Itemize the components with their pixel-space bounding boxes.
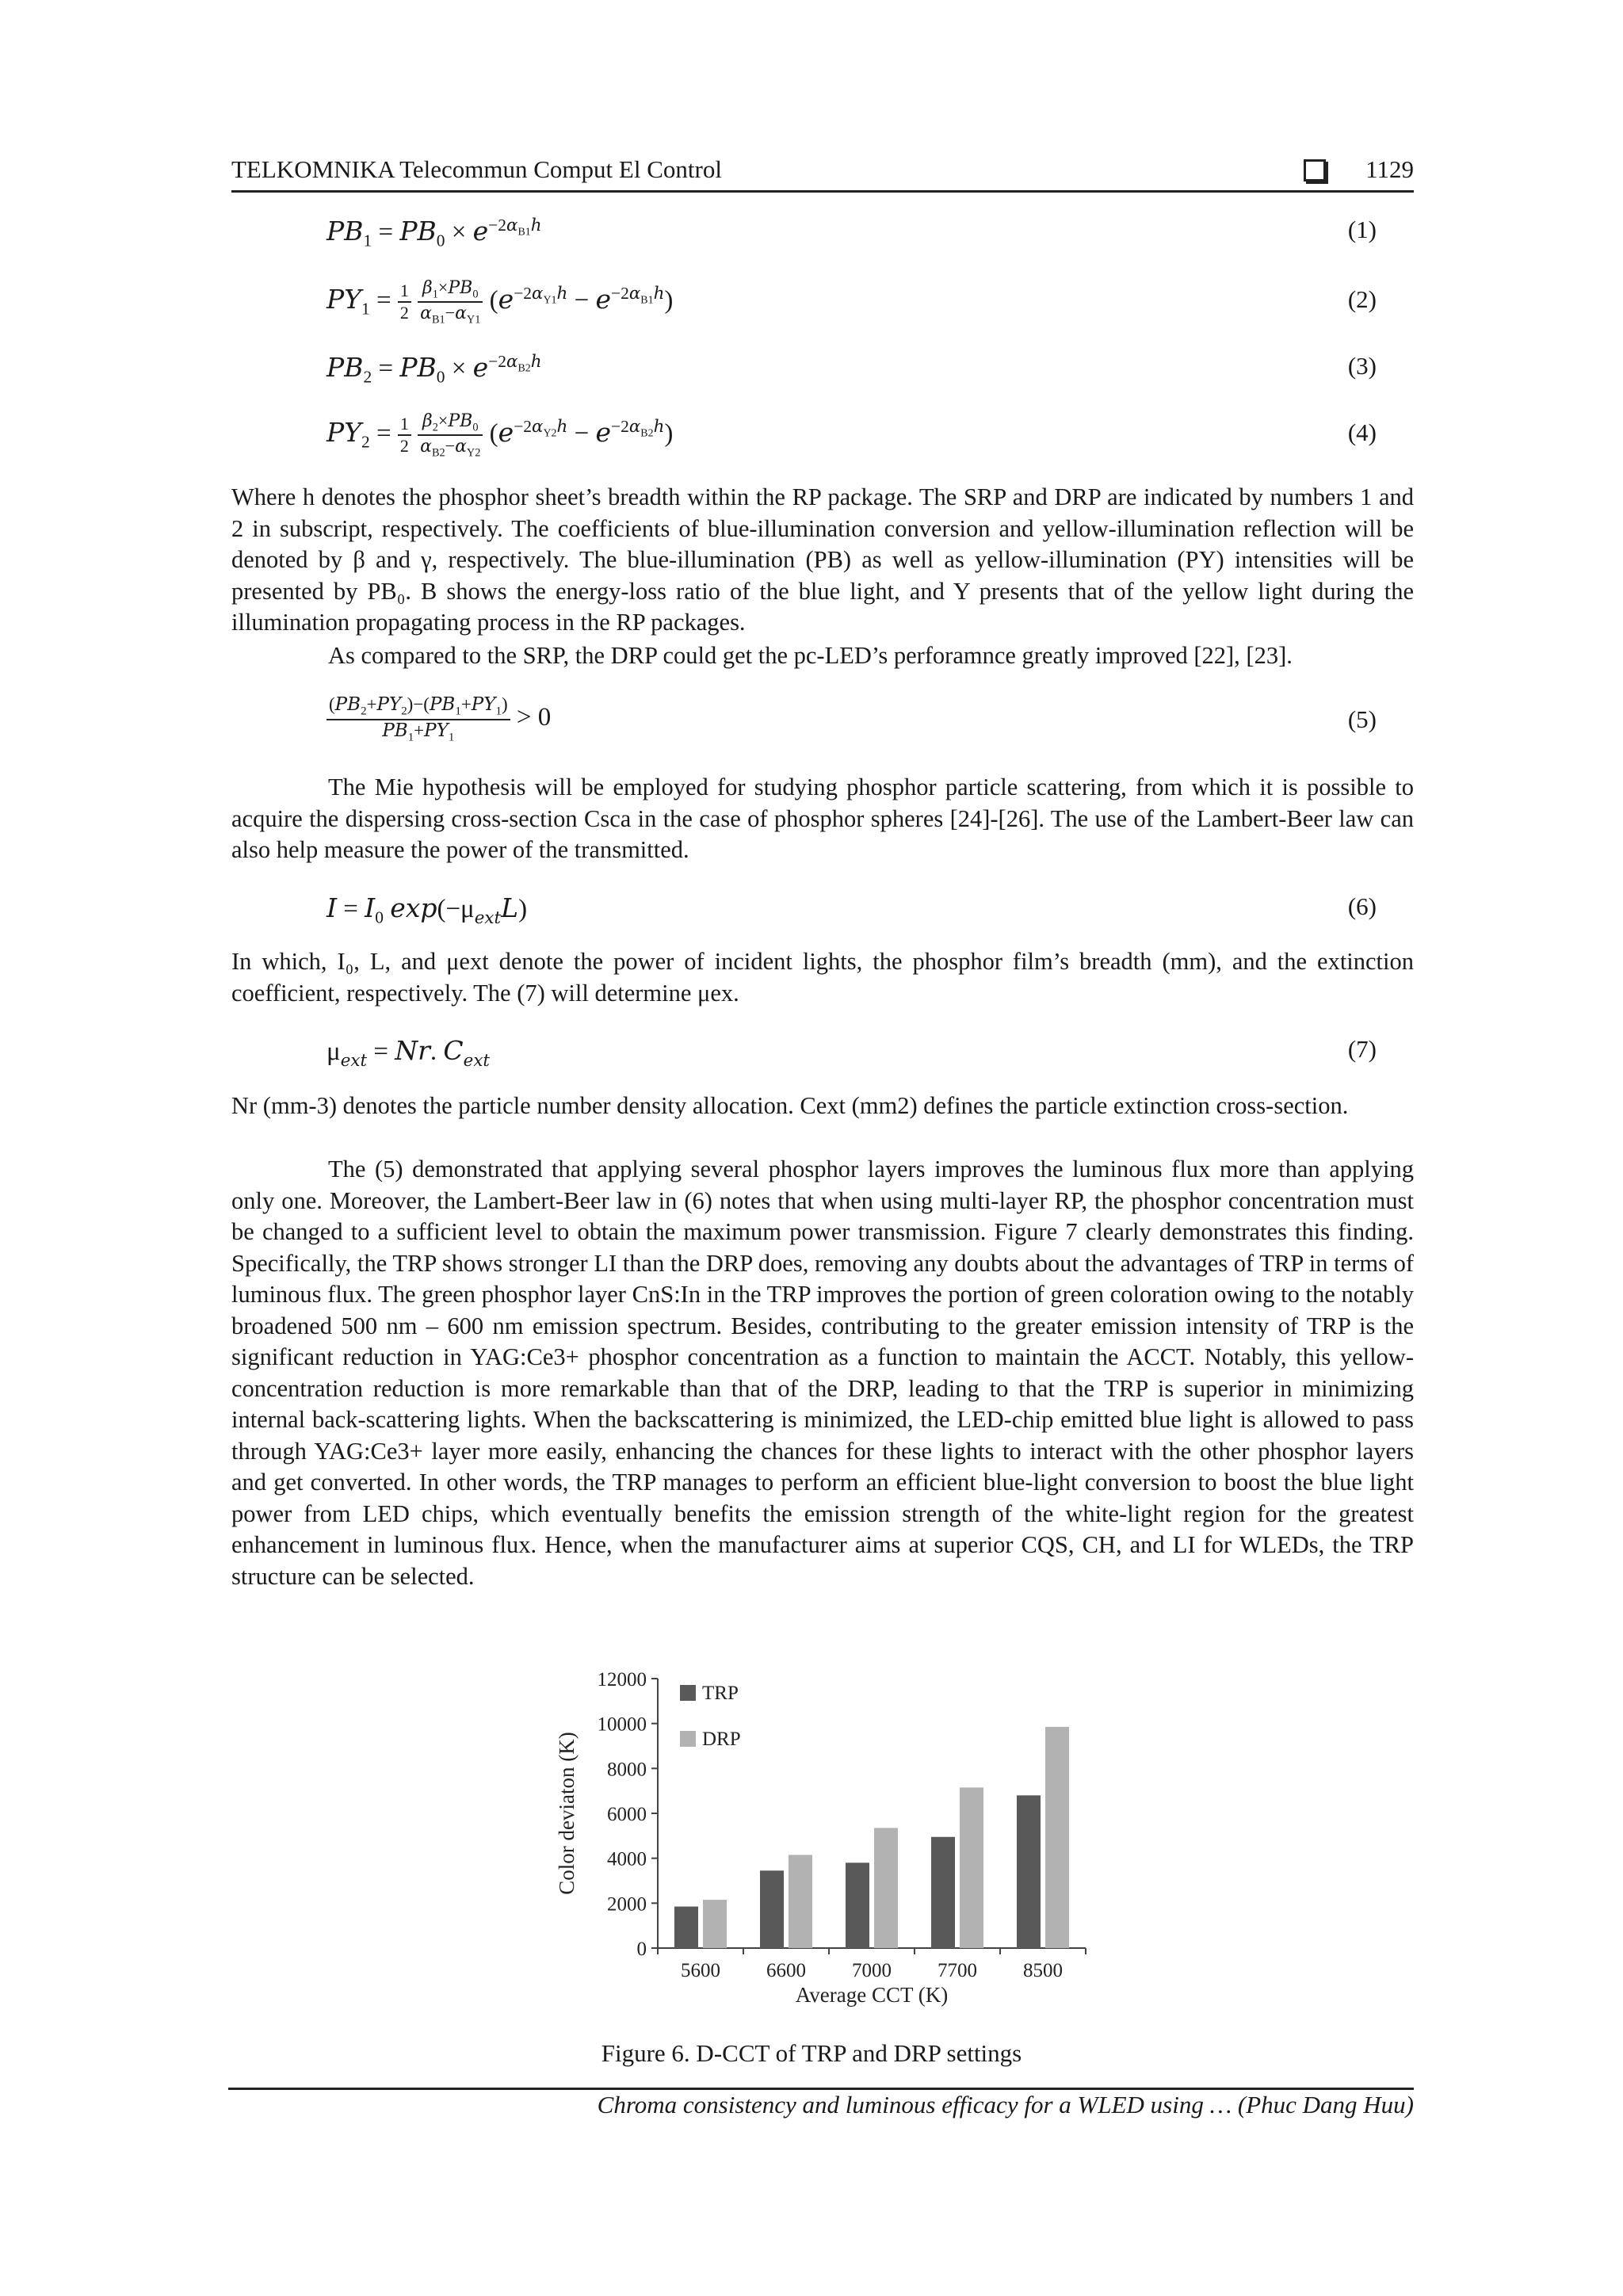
x-tick-label: 5600 xyxy=(681,1960,720,1981)
page-footer: Chroma consistency and luminous efficacy for a WLED using … (Phuc Dang Huu) xyxy=(597,2091,1414,2118)
x-tick-label: 7700 xyxy=(938,1960,977,1981)
legend-swatch-trp xyxy=(680,1685,696,1701)
equation-number: (4) xyxy=(1347,418,1377,446)
y-tick-label: 10000 xyxy=(597,1713,647,1736)
x-tick-label: 7000 xyxy=(852,1960,892,1981)
x-tick-label: 8500 xyxy=(1023,1960,1063,1981)
equation-number: (7) xyxy=(1347,1035,1377,1063)
y-tick-label: 12000 xyxy=(597,1669,647,1690)
equation-number: (3) xyxy=(1347,352,1377,380)
paragraph-3: The Mie hypothesis will be employed for studying phosphor particle scattering, from which it is possible to acquire the dispersing cross-section Csca in the case of phosphor spheres [24]-[26]. The use of the Lambert-Beer law can also help measure the power of the transmitted. xyxy=(231,774,1414,863)
equation-7: $\mu_{ext} = Nr$. $C_{ext}$ (7) xyxy=(327,1035,1377,1071)
paragraph-6: The (5) demonstrated that applying several phosphor layers improves the luminous flux more than applying only one. Moreover, the Lambert-Beer law in (6) notes that when using multi-layer RP, the phosphor concentration must be changed to a sufficient level to obtain the maximum power transmission. Figure 7 clearly demonstrates this finding. Specifically, the TRP shows stronger LI than the DRP does, removing any doubts about the advantages of TRP in terms of luminous flux. The green phosphor layer CnS:In in the TRP improves the portion of green coloration owing to the notably broadened 500 nm – 600 nm emission spectrum. Besides, contributing to the greater emission intensity of TRP is the significant reduction in YAG:Ce3+ phosphor concentration as a function to maintain the ACCT. Notably, this yellow-concentration reduction is more remarkable than that of the DRP, leading to that the TRP is superior in minimizing internal back-scattering lights. When the backscattering is minimized, the LED-chip emitted blue light is allowed to pass through YAG:Ce3+ layer more easily, enhancing the chances for these lights to interact with the other phosphor layers and get converted. In other words, the TRP manages to perform an efficient blue-light conversion to boost the blue light power from LED chips, which eventually benefits the emission strength of the white-light region for the greatest enhancement in luminous flux. Hence, when the manufacturer aims at superior CQS, CH, and LI for WLEDs, the TRP structure can be selected. xyxy=(231,1156,1414,1590)
equation-5: $\frac{(PB_2+PY_2)-(PB_1+PY_1)}{PB_1+PY_1}$ > 0 (5) xyxy=(327,694,1377,744)
equation-6: $I = I_0$ $\exp(-\mu_{ext}L)$ (6) xyxy=(327,892,1377,928)
equation-4: $PY_2$ = $\frac{1}{2}$ $\frac{\beta_2\times PB_0}{\alpha_{B2}-\alpha_{Y2}}$ $(e^{-2\alpha_{Y2}h} - e^{-2\alpha_{B2}h})$ (4) xyxy=(327,411,1377,460)
color-deviation-bar-chart xyxy=(547,1664,1117,2013)
bar-trp-6600 xyxy=(760,1870,784,1948)
bar-trp-8500 xyxy=(1017,1795,1041,1948)
bar-drp-7000 xyxy=(874,1828,898,1948)
equation-number: (1) xyxy=(1347,216,1377,243)
legend-label-drp: DRP xyxy=(702,1729,741,1750)
page-number: 1129 xyxy=(1365,155,1414,183)
x-tick-label: 6600 xyxy=(766,1960,806,1981)
equation-2: $PY_1$ = $\frac{1}{2}$ $\frac{\beta_1\times PB_0}{\alpha_{B1}-\alpha_{Y1}}$ $(e^{-2\alpha_{Y1}h} - e^{-2\alpha_{B1}h})$ (2) xyxy=(327,277,1377,327)
equation-1: $PB_1 = PB_0 \times e^{-2\alpha_{B1}h}$ (1) xyxy=(327,216,1377,250)
y-tick-label: 6000 xyxy=(607,1804,647,1825)
legend-swatch-drp xyxy=(680,1731,696,1747)
paragraph-1: Where h denotes the phosphor sheet’s breadth within the RP package. The SRP and DRP are indicated by numbers 1 and 2 in subscript, respectively. The coefficients of blue-illumination conversion and yellow-illumination reflection will be denoted by β and γ, respectively. The blue-illumination (PB) as well as yellow-illumination (PY) intensities will be presented by PB₀. B shows the energy-loss ratio of the blue light, and Y presents that of the yellow light during the illumination propagating process in the RP packages. xyxy=(231,483,1414,636)
bar-drp-5600 xyxy=(703,1900,727,1948)
footer-divider xyxy=(228,2088,1414,2090)
paragraph-5: Nr (mm-3) denotes the particle number density allocation. Cext (mm2) defines the particle extinction cross-section. xyxy=(231,1092,1349,1119)
paragraph-2: As compared to the SRP, the DRP could get the pc-LED’s perforamnce greatly improved [22], [23]. xyxy=(328,642,1293,669)
bar-trp-7700 xyxy=(931,1837,955,1948)
bar-trp-5600 xyxy=(674,1907,698,1948)
equation-number: (5) xyxy=(1347,705,1377,733)
bar-trp-7000 xyxy=(846,1862,869,1948)
bar-drp-8500 xyxy=(1045,1727,1069,1948)
equation-number: (2) xyxy=(1347,285,1377,313)
journal-title: TELKOMNIKA Telecommun Comput El Control xyxy=(231,155,722,183)
checkbox-square-icon xyxy=(1304,159,1326,181)
bar-drp-6600 xyxy=(789,1855,812,1948)
y-tick-label: 4000 xyxy=(607,1848,647,1870)
y-axis-label: Color deviaton (K) xyxy=(555,1732,579,1895)
x-axis-label: Average CCT (K) xyxy=(795,1983,949,2007)
y-tick-label: 8000 xyxy=(607,1759,647,1781)
page-header xyxy=(231,155,1414,193)
bar-drp-7700 xyxy=(960,1787,983,1948)
y-tick-label: 2000 xyxy=(607,1893,647,1916)
figure-caption: Figure 6. D-CCT of TRP and DRP settings xyxy=(601,2039,1022,2067)
legend-label-trp: TRP xyxy=(702,1683,739,1704)
paragraph-4: In which, I₀, L, and μext denote the power of incident lights, the phosphor film’s breadth (mm), and the extinction coefficient, respectively. The (7) will determine μex. xyxy=(231,948,1414,1007)
equation-number: (6) xyxy=(1347,892,1377,920)
equation-3: $PB_2 = PB_0 \times e^{-2\alpha_{B2}h}$ (3) xyxy=(327,352,1377,387)
y-tick-label: 0 xyxy=(636,1939,647,1960)
